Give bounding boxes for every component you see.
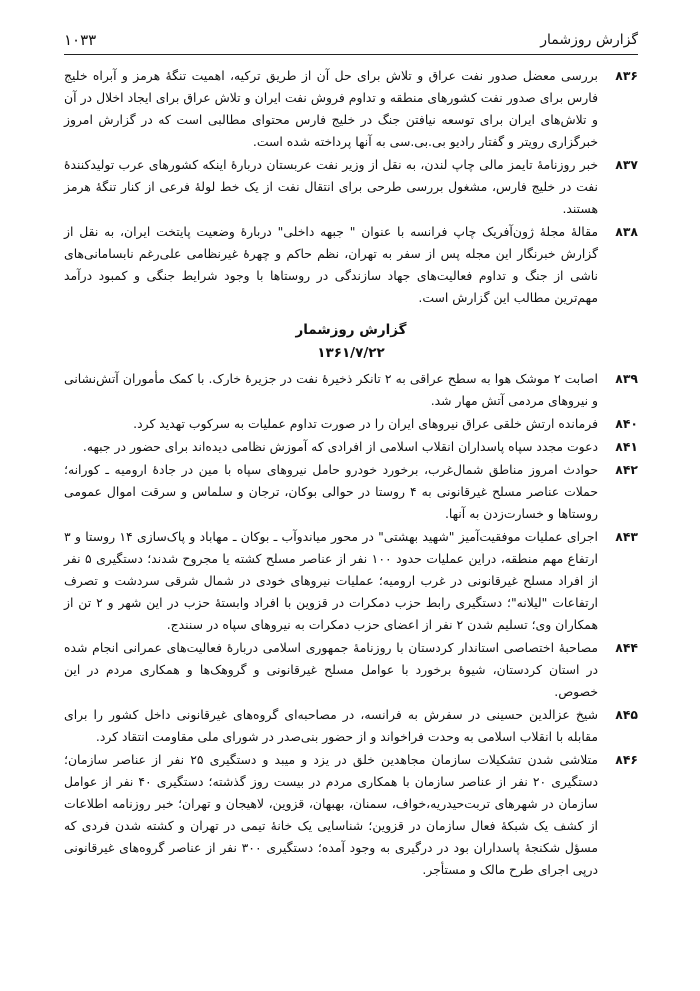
entries-top — [64, 65, 638, 309]
entry-number: ۸۴۰ — [615, 416, 638, 431]
entry-number: ۸۴۵ — [615, 707, 638, 722]
entry-837 — [64, 154, 638, 220]
section-heading — [64, 319, 638, 365]
entry-number: ۸۳۶ — [615, 68, 638, 83]
entries-bottom — [64, 368, 638, 881]
entry-number: ۸۴۱ — [615, 439, 638, 454]
entry-text: متلاشی شدن تشکیلات سازمان مجاهدین خلق در یزد و میبد و دستگیری ۲۵ نفر از عناصر سازمان؛ دستگیری ۲۰ نفر از عناصر سازمان با همکاری مردم در بیست روز گذشته؛ دستگیری ۴۰ نفر از عوامل سازمان در شهرهای تربت‌حیدریه،خواف، سمنان، بهبهان، قزوین، لاهیجان و تهران؛ خبر روزنامه اطلاعات از کشف یک شبکهٔ فعال سازمان در قزوین؛ شناسایی یک خانهٔ تیمی در تهران و کشته شدن فردی که مسؤل شکنجهٔ پاسداران بود در درگیری به وجود آمده؛ دستگیری ۳۰۰ نفر از عناصر گروه‌های غیرقانونی درپی اجرای طرح مالک و مستأجر. — [64, 752, 598, 877]
entry-number: ۸۳۷ — [615, 157, 638, 172]
entry-text: حوادث امروز مناطق شمال‌غرب، برخورد خودرو حامل نیروهای سپاه با مین در جادهٔ ارومیه ـ کورانه؛ حملات عناصر مسلح غیرقانونی به ۴ روستا در حوالی بوکان، ترجان و سلماس و سرقت اموال عمومی روستاها و خسارت‌زدن به آنها. — [64, 462, 598, 521]
entry-845 — [64, 704, 638, 748]
entry-text: شیخ عزالدین حسینی در سفرش به فرانسه، در مصاحبه‌ای گروه‌های غیرقانونی داخل کشور را برای مقابله با انقلاب اسلامی به وحدت فراخواند و از حضور بنی‌صدر در شورای ملی مقاومت انتقاد کرد. — [64, 707, 598, 744]
entry-number: ۸۴۶ — [615, 752, 638, 767]
section-title: گزارش روزشمار — [295, 322, 407, 338]
document-page — [64, 30, 638, 882]
entry-text: اصابت ۲ موشک هوا به سطح عراقی به ۲ تانکر ذخیرهٔ نفت در جزیرهٔ خارک. با کمک مأموران آتش‌نشانی و نیروهای مردمی آتش مهار شد. — [64, 371, 598, 408]
entry-843 — [64, 526, 638, 636]
section-date: ۱۳۶۱/۷/۲۲ — [317, 345, 385, 361]
entry-text: فرمانده ارتش خلقی عراق نیروهای ایران را در صورت تداوم عملیات به سرکوب تهدید کرد. — [133, 416, 598, 431]
page-number: ۱۰۳۳ — [64, 31, 97, 49]
entry-842 — [64, 459, 638, 525]
entry-number: ۸۴۲ — [615, 462, 638, 477]
entry-838 — [64, 221, 638, 309]
entry-number: ۸۴۳ — [615, 529, 638, 544]
entry-text: مقالهٔ مجلهٔ ژون‌آفریک چاپ فرانسه با عنوان " جبهه داخلی" دربارهٔ وضعیت پایتخت ایران، به نقل از گزارش خبرنگار این مجله پس از سفر به تهران، نظم حاکم و چهرهٔ غیرنظامی علی‌رغم نابسامانی‌های ناشی از جنگ و تداوم فعالیت‌های جهاد سازندگی در روستاها با وجود شرایط جنگی و کمبود درآمد مهم‌ترین مطالب این گزارش است. — [64, 224, 598, 305]
entry-text: مصاحبهٔ اختصاصی استاندار کردستان با روزنامهٔ جمهوری اسلامی دربارهٔ فعالیت‌های عمرانی انجام شده در استان کردستان، شیوهٔ برخورد با عوامل مسلح غیرقانونی و گروهک‌ها و همکاری مردم در این خصوص. — [64, 640, 598, 699]
entry-839 — [64, 368, 638, 412]
entry-number: ۸۴۴ — [615, 640, 638, 655]
entry-840 — [64, 413, 638, 435]
entry-text: اجرای عملیات موفقیت‌آمیز "شهید بهشتی" در محور میاندوآب ـ بوکان ـ مهاباد و پاک‌سازی ۱۴ روستا و ۳ ارتفاع مهم منطقه، دراین عملیات حدود ۱۰۰ نفر از عناصر مسلح کشته یا مجروح شدند؛ دستگیری ۵ نفر از افراد مسلح غیرقانونی در غرب ارومیه؛ عملیات نیروهای خودی در شمال شرقی سردشت و تصرف ارتفاعات "لیلانه"؛ دستگیری رابط حزب دمکرات در قزوین با افراد وابستهٔ حزب در این شهر و ۲ تن از همکاران وی؛ تسلیم شدن ۲ نفر از اعضای حزب دمکرات به نیروهای سپاه در سنندج. — [64, 529, 598, 632]
page-header — [64, 30, 638, 55]
entry-841 — [64, 436, 638, 458]
entry-846 — [64, 749, 638, 881]
entry-number: ۸۳۹ — [615, 371, 638, 386]
entry-text: دعوت مجدد سپاه پاسداران انقلاب اسلامی از افرادی که آموزش نظامی دیده‌اند برای حضور در جبهه. — [82, 439, 598, 454]
entry-844 — [64, 637, 638, 703]
entry-text: خبر روزنامهٔ تایمز مالی چاپ لندن، به نقل از وزیر نفت عربستان دربارهٔ اینکه کشورهای عرب تولیدکنندهٔ نفت در خلیج فارس، مشغول بررسی طرحی برای انتقال نفت از یک خط لولهٔ فرعی از کنار تنگهٔ هرمز هستند. — [64, 157, 598, 216]
entry-836 — [64, 65, 638, 153]
entry-number: ۸۳۸ — [615, 224, 638, 239]
running-title: گزارش روزشمار — [540, 32, 638, 48]
entry-text: بررسی معضل صدور نفت عراق و تلاش برای حل آن از طریق ترکیه، اهمیت تنگهٔ هرمز و آبراه خلیج فارس برای صدور نفت کشورهای منطقه و تداوم فروش نفت ایران و تلاش عراق برای ایجاد اخلال در آن و تلاش‌های ایران برای توسعه نیافتن جنگ در خلیج فارس محتوای مطالبی است که در گزارش امروز خبرگزاری رویتر و گفتار رادیو بی.بی.سی به آنها پرداخته شده است. — [64, 68, 598, 149]
